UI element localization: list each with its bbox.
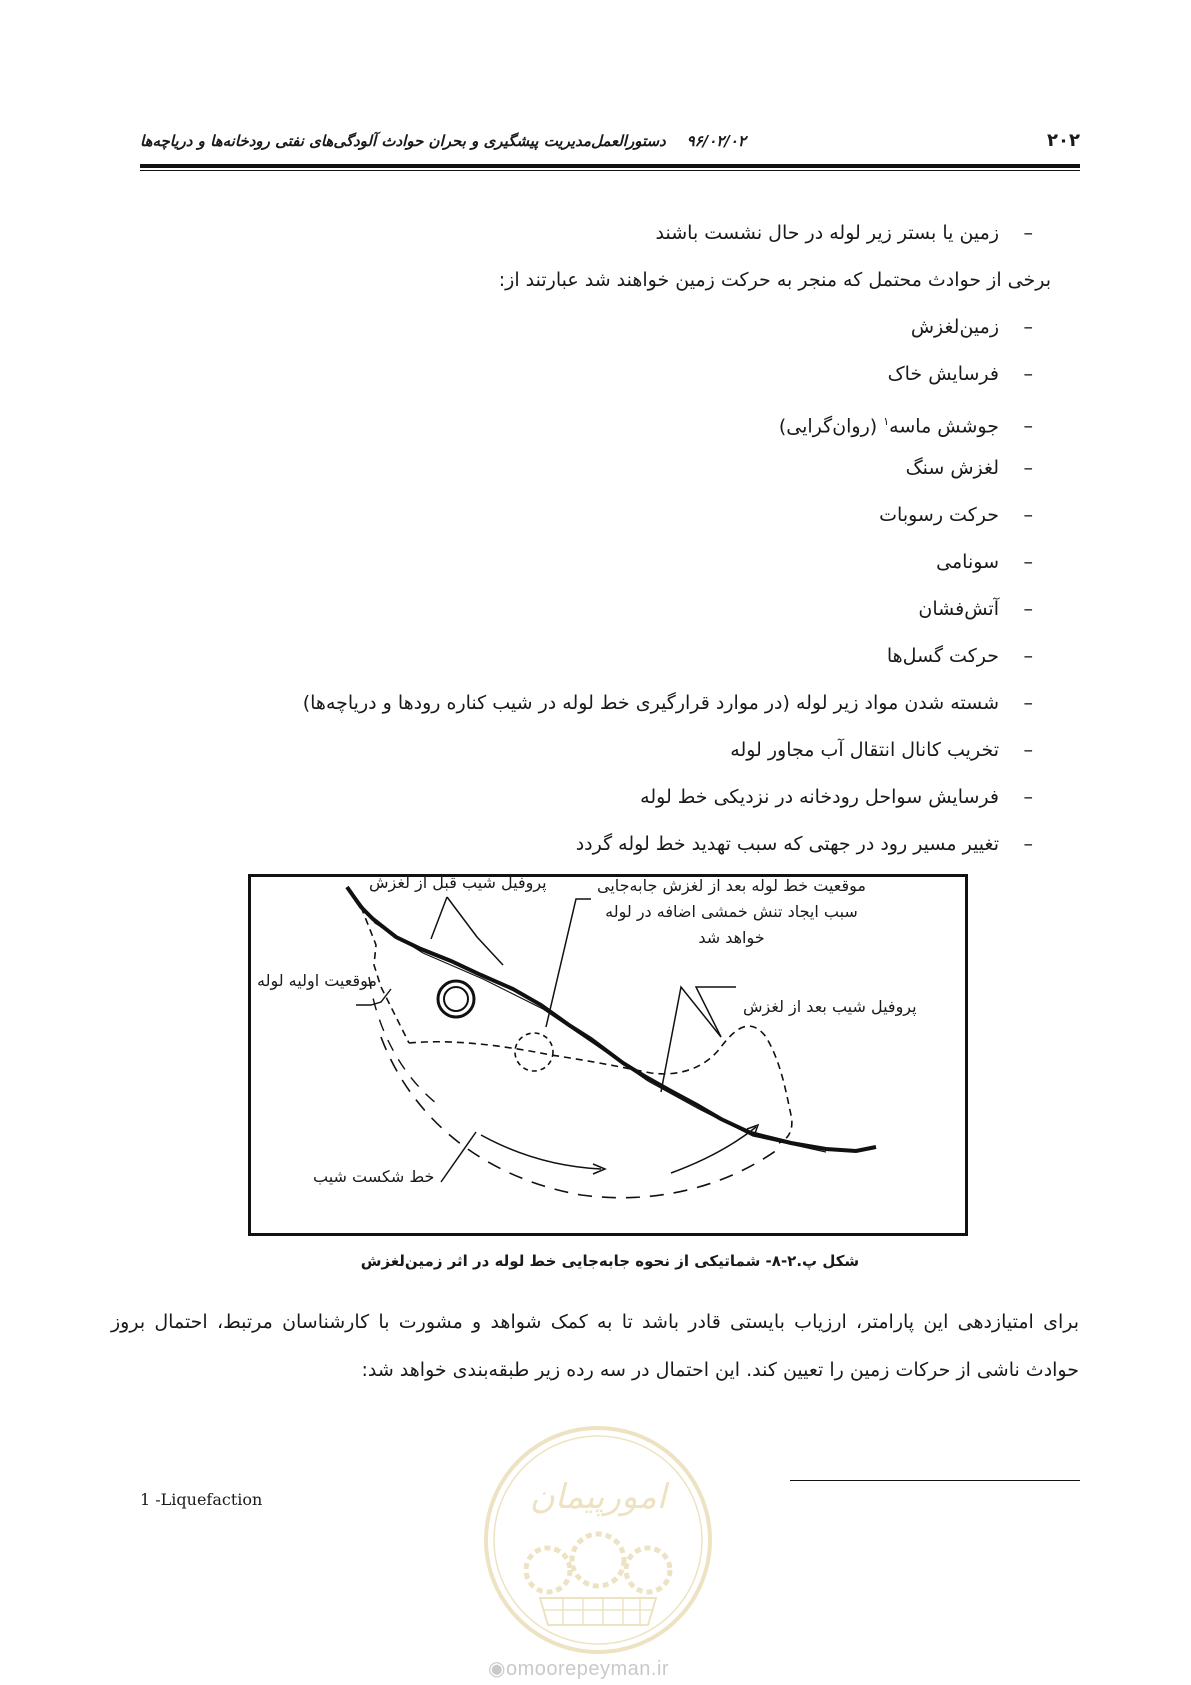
running-title: [140, 132, 746, 150]
body-paragraph: [111, 1298, 1079, 1394]
bullet-dash: –: [1023, 222, 1033, 244]
watermark-logo-text: امورپیمان: [529, 1477, 667, 1517]
landslide-figure: [248, 874, 968, 1236]
figure-caption: شکل پ.۲-۸- شماتیکی از نحوه جابه‌جایی خط لوله در اثر زمین‌لغزش: [360, 1252, 860, 1270]
list-item: –سونامی: [936, 551, 1033, 573]
header-title: دستورالعمل‌مدیریت پیشگیری و بحران حوادث آلودگی‌های نفتی رودخانه‌ها و دریاچه‌ها: [140, 132, 666, 150]
header-rule: [140, 164, 1080, 168]
intro-section: [111, 210, 1051, 304]
paragraph-line: حوادث ناشی از حرکات زمین را تعیین کند. این احتمال در سه رده زیر طبقه‌بندی خواهد شد:: [361, 1359, 1079, 1381]
label-slope-after: پروفیل شیب بعد از لغزش: [743, 997, 917, 1016]
list-item: –حرکت گسل‌ها: [886, 645, 1033, 667]
label-pipe-after: موقعیت خط لوله بعد از لغزش جابه‌جایی سبب ایجاد تنش خمشی اضافه در لوله خواهد شد: [597, 876, 866, 947]
label-failure-line: خط شکست شیب: [313, 1167, 435, 1186]
list-item: –تخریب کانال انتقال آب مجاور لوله: [730, 739, 1033, 761]
list-item: –حرکت رسوبات: [879, 504, 1033, 526]
page-header: [140, 128, 1080, 158]
paragraph-line: برای امتیازدهی این پارامتر، ارزیاب بایستی قادر باشد تا به کمک شواهد و مشورت با کارشناسان مرتبط، احتمال بروز: [111, 1311, 1079, 1333]
list-item: –جوشش ماسه$^۱$ (روان‌گرایی): [778, 415, 1033, 438]
watermark-logo-icon: [478, 1420, 718, 1660]
lead-sentence: برخی از حوادث محتمل که منجر به حرکت زمین خواهند شد عبارتند از:: [498, 269, 1051, 291]
header-rule-thin: [140, 170, 1080, 171]
list-item: –شسته شدن مواد زیر لوله (در موارد قرارگیری خط لوله در شیب کناره رودها و دریاچه‌ها): [302, 692, 1033, 714]
list-item: –لغزش سنگ: [905, 457, 1033, 479]
watermark-url: ◉omoorepeyman.ir: [488, 1658, 670, 1680]
list-item: –زمین‌لغزش: [910, 316, 1033, 338]
page-number: ۲۰۲: [1047, 130, 1080, 151]
intro-bullet: –زمین یا بستر زیر لوله در حال نشست باشند: [111, 210, 1051, 257]
footnote-ref: ۱: [883, 415, 890, 428]
header-date: ۹۶/۰۲/۰۲: [686, 132, 746, 150]
label-slope-before: پروفیل شیب قبل از لغزش: [369, 873, 547, 892]
footnote-rule: [790, 1480, 1080, 1481]
footnote: 1 -Liquefaction: [140, 1490, 263, 1509]
list-item: –فرسایش خاک: [887, 363, 1033, 385]
list-item: –فرسایش سواحل رودخانه در نزدیکی خط لوله: [640, 786, 1033, 808]
list-item: –آتش‌فشان: [918, 598, 1033, 620]
label-initial-pipe: موقعیت اولیه لوله: [257, 971, 377, 990]
hazard-list: [111, 304, 1051, 868]
globe-icon: ◉: [488, 1658, 506, 1680]
list-item: –تغییر مسیر رود در جهتی که سبب تهدید خط لوله گردد: [575, 833, 1033, 855]
